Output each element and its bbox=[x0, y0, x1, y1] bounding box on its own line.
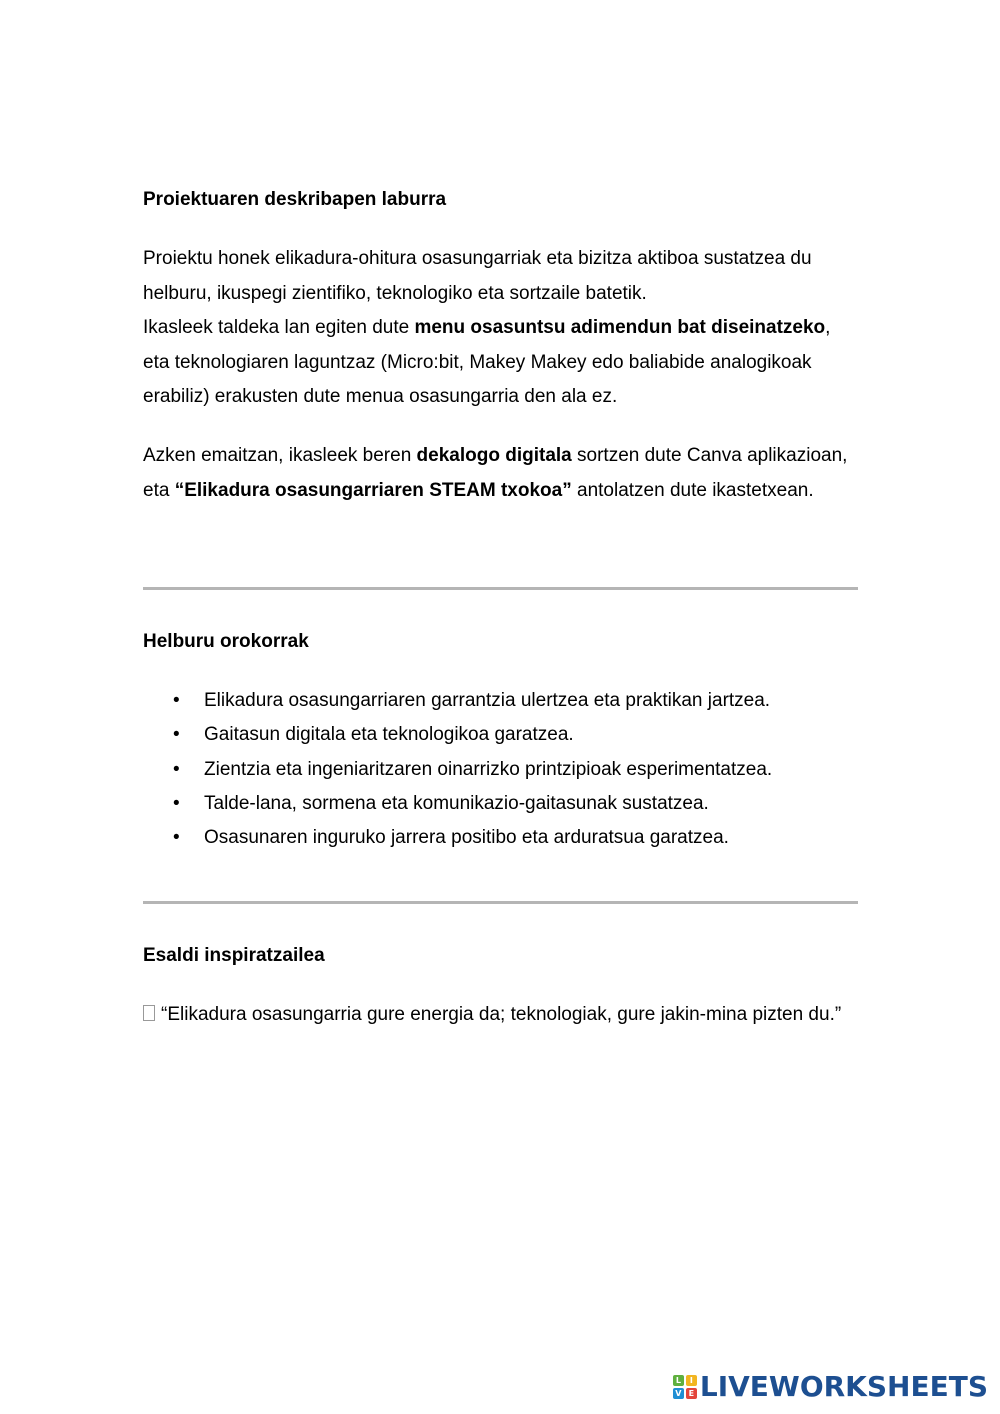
section-title-description: Proiektuaren deskribapen laburra bbox=[143, 189, 447, 210]
bullet-icon: • bbox=[173, 690, 180, 711]
result-text-a: Azken emaitzan, ikasleek beren bbox=[143, 445, 417, 466]
logo-letter: L bbox=[673, 1375, 684, 1386]
bullet-icon: • bbox=[173, 792, 180, 814]
section-title-goals: Helburu orokorrak bbox=[143, 631, 309, 652]
description-text-b: Ikasleek taldeka lan egiten dute bbox=[143, 317, 415, 338]
bullet-icon: • bbox=[173, 758, 180, 780]
logo-letter: V bbox=[673, 1388, 684, 1399]
section-divider bbox=[143, 587, 858, 590]
section-title-quote: Esaldi inspiratzailea bbox=[143, 945, 325, 966]
logo-wordmark: LIVEWORKSHEETS bbox=[699, 1370, 988, 1403]
description-bold-menu: menu osasuntsu adimendun bat diseinatzeko bbox=[414, 317, 826, 338]
result-bold-dekalogo: dekalogo digitala bbox=[416, 445, 572, 466]
bullet-icon: • bbox=[173, 724, 180, 746]
quote-text: “Elikadura osasungarria gure energia da; teknologiak, gure jakin-mina pizten du.” bbox=[161, 1004, 842, 1025]
list-item bbox=[143, 787, 772, 821]
logo-mark-icon bbox=[673, 1375, 697, 1399]
result-text-b: sortzen dute Canva aplikazioan, eta bbox=[143, 445, 848, 501]
missing-glyph-icon bbox=[143, 1005, 155, 1021]
goal-text: Gaitasun digitala eta teknologikoa garatzea. bbox=[204, 724, 574, 746]
goals-list bbox=[143, 684, 772, 855]
liveworksheets-logo bbox=[673, 1372, 988, 1402]
description-text-a: Proiektu honek elikadura-ohitura osasungarriak eta bizitza aktiboa sustatzea du helburu, ikuspegi zientifiko, teknologiko eta sortzaile batetik. bbox=[143, 248, 812, 304]
goal-text: Zientzia eta ingeniaritzaren oinarrizko printzipioak esperimentatzea. bbox=[204, 758, 773, 780]
goal-text: Elikadura osasungarriaren garrantzia ulertzea eta praktikan jartzea. bbox=[204, 690, 771, 711]
list-item bbox=[143, 684, 772, 718]
bullet-icon: • bbox=[173, 827, 180, 849]
goal-text: Osasunaren inguruko jarrera positibo eta arduratsua garatzea. bbox=[204, 827, 729, 849]
list-item bbox=[143, 821, 772, 855]
description-paragraph-1 bbox=[143, 242, 859, 415]
list-item bbox=[143, 718, 772, 752]
goal-text: Talde-lana, sormena eta komunikazio-gaitasunak sustatzea. bbox=[204, 792, 709, 814]
logo-letter: I bbox=[686, 1375, 697, 1386]
inspirational-quote bbox=[143, 998, 859, 1033]
result-bold-txokoa: “Elikadura osasungarriaren STEAM txokoa” bbox=[174, 479, 572, 501]
section-divider bbox=[143, 901, 858, 904]
logo-letter: E bbox=[686, 1388, 697, 1399]
list-item bbox=[143, 753, 772, 787]
description-paragraph-2 bbox=[143, 439, 859, 508]
description-text-c: , eta teknologiaren laguntzaz (Micro:bit, Makey Makey edo baliabide analogikoak erabiliz) erakusten dute menua osasungarria den ala ez. bbox=[143, 317, 831, 407]
result-text-c: antolatzen dute ikastetxean. bbox=[571, 479, 814, 501]
